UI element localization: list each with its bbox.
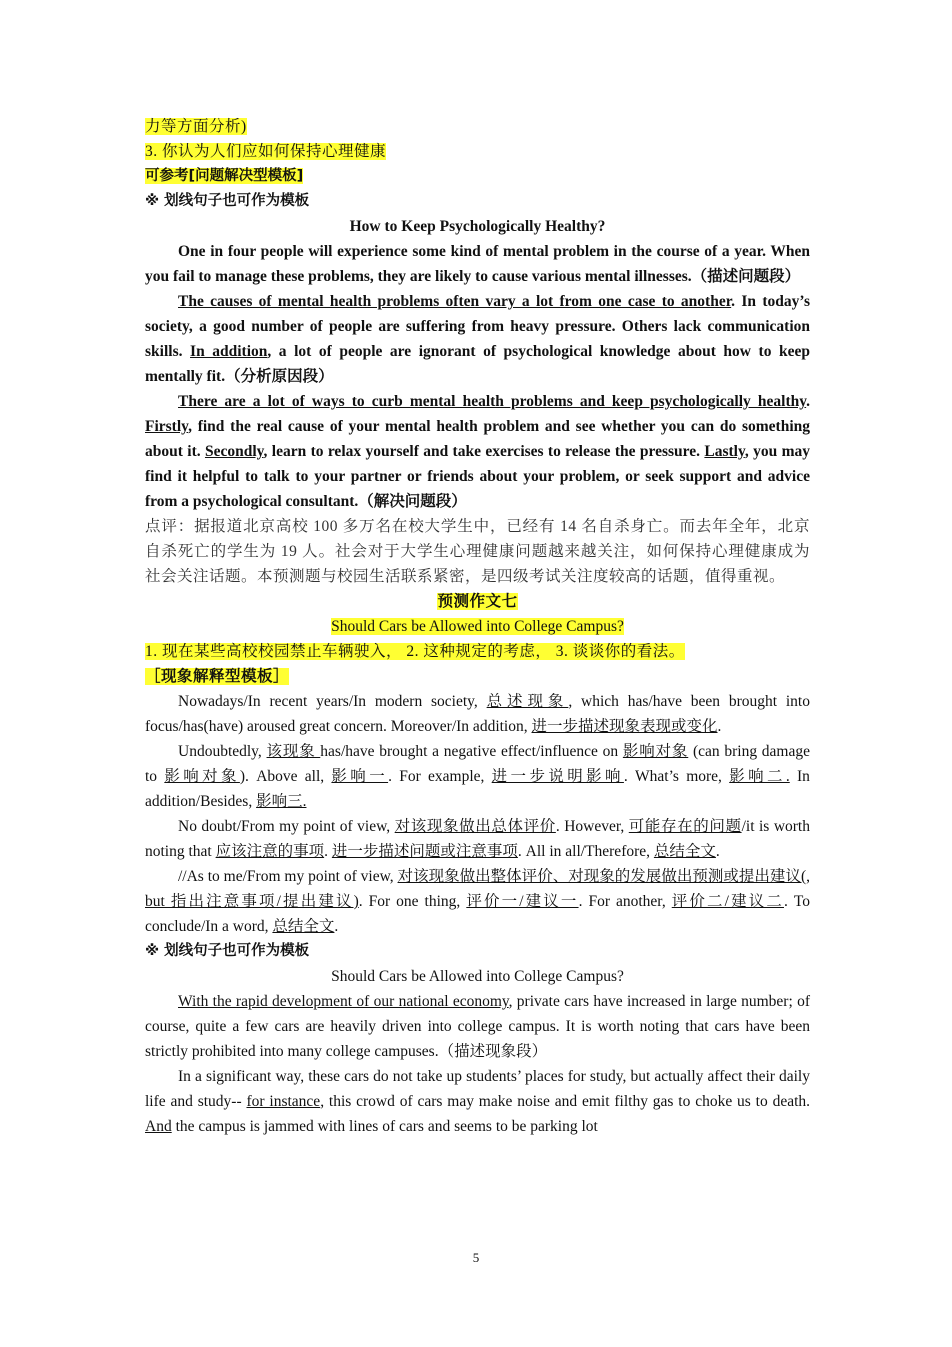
essay-prompt-title: Should Cars be Allowed into College Campus? — [331, 618, 624, 635]
section-heading: 预测作文七 — [437, 593, 518, 610]
template-reference-label: 可参考[问题解决型模板] — [145, 168, 304, 184]
sample-underline-note: ※ 划线句子也可作为模板 — [145, 943, 310, 959]
underline-note: ※ 划线句子也可作为模板 — [145, 193, 310, 209]
template-paragraph-4: //As to me/From my point of view, 对该现象做出整体评价、对现象的发展做出预测或提出建议(, but 指出注意事项/提出建议). For one thing, 评价一/建议一. For another, 评价二/建议二. To conclude/In a word, 总结全文. — [145, 868, 811, 935]
commentary: 点评：据报道北京高校 100 多万名在校大学生中，已经有 14 名自杀身亡。而去年全年，北京自杀死亡的学生为 19 人。社会对于大学生心理健康问题越来越关注，如何保持心理健康成为社会关注话题。本预测题与校园生活联系紧密，是四级考试关注度较高的话题，值得重视。 — [145, 518, 810, 585]
template-paragraph-2: Undoubtedly, 该现象 has/have brought a negative effect/influence on 影响对象 (can bring damage to 影响对象). Above all, 影响一. For example, 进一步说明影响. What’s more, 影响二. In addition/Besides, 影响三. — [145, 743, 810, 810]
essay-paragraph-1: One in four people will experience some kind of mental problem in the course of a year. When you fail to manage these problems, they are likely to cause various mental illnesses.（描述问题段） — [145, 243, 810, 285]
template-paragraph-3: No doubt/From my point of view, 对该现象做出总体评价. However, 可能存在的问题/it is worth noting that 应该注意的事项. 进一步描述问题或注意事项. All in all/Therefore, 总结全文. — [145, 818, 810, 860]
essay-paragraph-3: There are a lot of ways to curb mental health problems and keep psychologically healthy. Firstly, find the real cause of your mental health problem and see whether you can do something about it. Secondly, learn to relax yourself and take exercises to release the pressure. Lastly, you may find it helpful to talk to your partner or friends about your problem, or seek support and advice from a psychological consultant.（解决问题段） — [145, 393, 810, 510]
template-paragraph-1: Nowadays/In recent years/In modern society, 总述现象, which has/have been brought into focus/has(have) aroused great concern. Moreover/In addition, 进一步描述现象表现或变化. — [145, 693, 810, 735]
template-type-label: ［现象解释型模板］ — [145, 668, 290, 685]
sample-paragraph-2: In a significant way, these cars do not take up students’ places for study, but actually affect their daily life and study-- for instance, this crowd of cars may make noise and emit filthy gas to choke us to death. And the campus is jammed with lines of cars and seems to be parking lot — [145, 1068, 811, 1135]
page-number: 5 — [472, 1250, 480, 1265]
essay-requirements: 1. 现在某些高校校园禁止车辆驶入， 2. 这种规定的考虑， 3. 谈谈你的看法。 — [145, 643, 685, 660]
essay-title: How to Keep Psychologically Healthy? — [349, 218, 606, 235]
essay-paragraph-2: The causes of mental health problems often vary a lot from one case to another. In today’s society, a good number of people are suffering from heavy pressure. Others lack communication skills. In addition, a lot of people are ignorant of psychological knowledge about how to keep mentally fit.（分析原因段） — [145, 293, 810, 385]
question-item-3: 3. 你认为人们应如何保持心理健康 — [145, 143, 387, 160]
sample-paragraph-1: With the rapid development of our national economy, private cars have increased in large number; of course, quite a few cars are heavily driven into college campus. It is worth noting that cars have been strictly prohibited into many college campuses.（描述现象段） — [145, 993, 810, 1060]
document-page — [145, 114, 810, 1139]
sample-title: Should Cars be Allowed into College Campus? — [331, 968, 624, 985]
continued-text-line: 力等方面分析) — [145, 118, 247, 135]
